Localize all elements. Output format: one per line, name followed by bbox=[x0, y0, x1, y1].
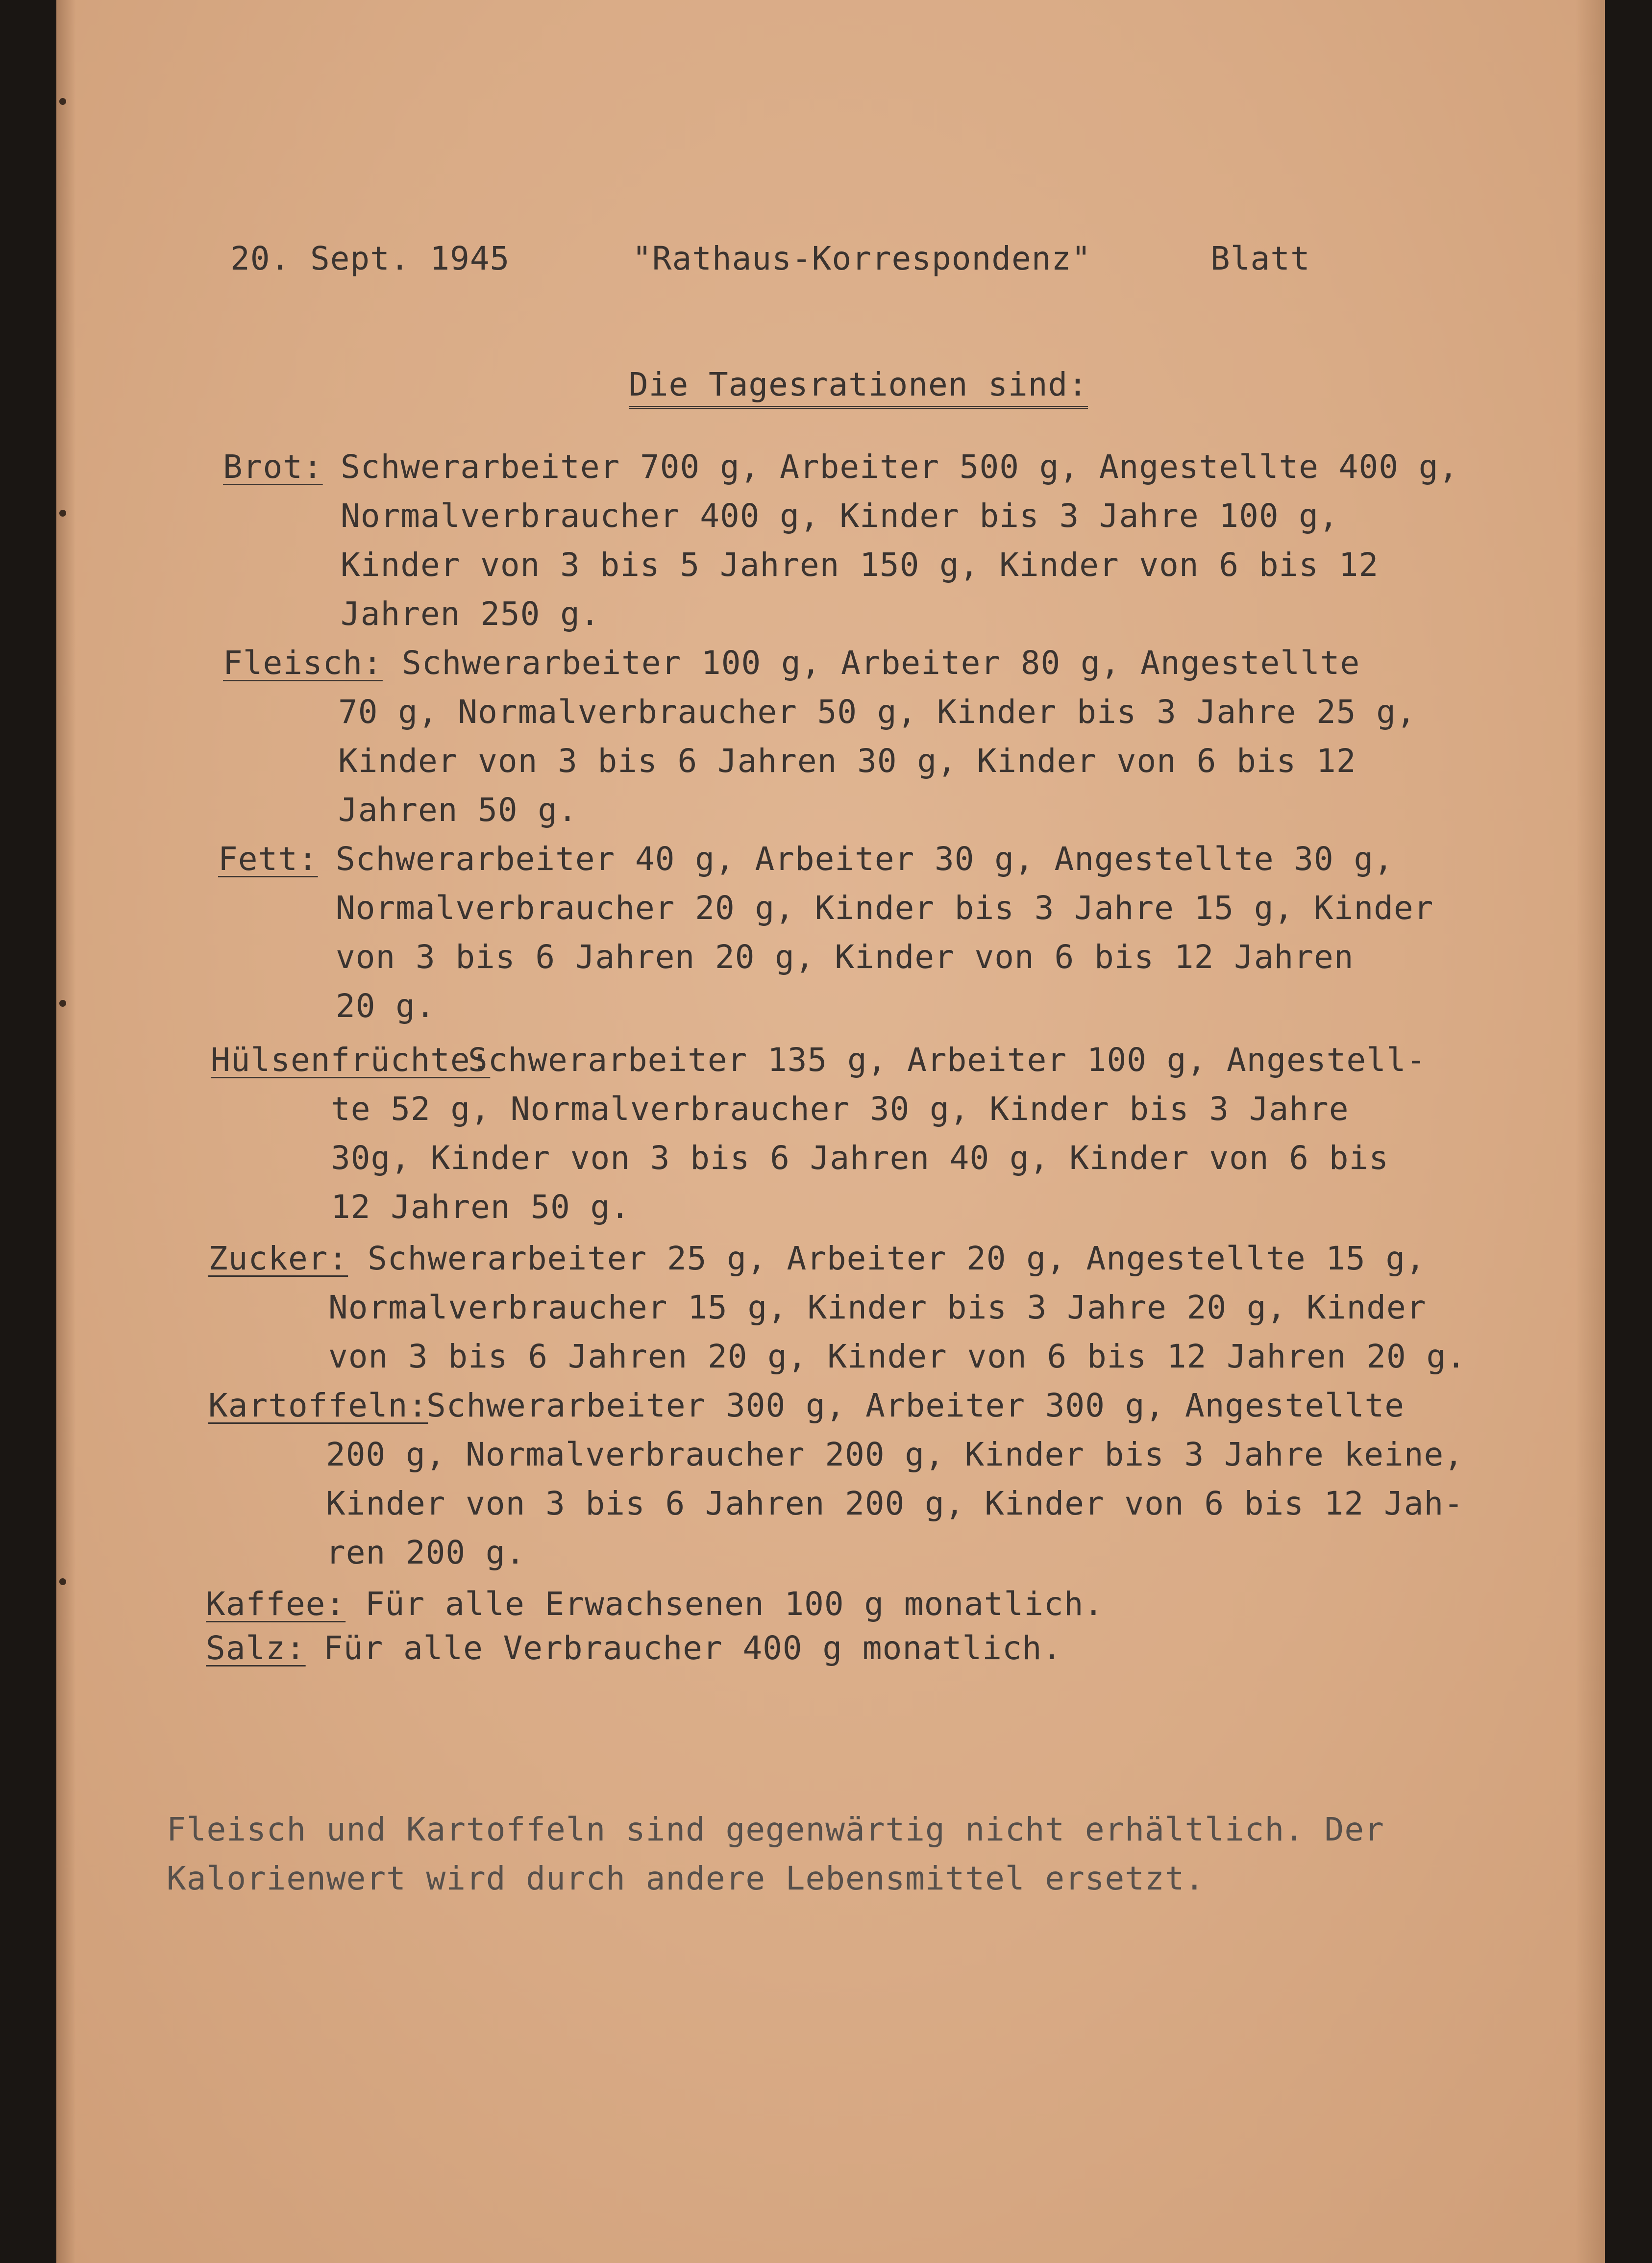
document-date: 20. Sept. 1945 bbox=[230, 240, 510, 277]
section-line: Schwerarbeiter 135 g, Arbeiter 100 g, Angestell- bbox=[468, 1041, 1427, 1079]
section-label: Fleisch: bbox=[223, 644, 383, 682]
footer-note-line: Fleisch und Kartoffeln sind gegenwärtig nicht erhältlich. Der bbox=[167, 1811, 1384, 1848]
binding-hole bbox=[59, 1000, 66, 1007]
footer-note-line: Kalorienwert wird durch andere Lebensmittel ersetzt. bbox=[167, 1860, 1205, 1897]
section-line: Kinder von 3 bis 5 Jahren 150 g, Kinder von 6 bis 12 bbox=[341, 546, 1379, 584]
section-label: Fett: bbox=[218, 840, 318, 878]
page-edge-shadow bbox=[1576, 0, 1605, 2263]
section-line: Schwerarbeiter 700 g, Arbeiter 500 g, Angestellte 400 g, bbox=[341, 448, 1459, 486]
section-line: 30g, Kinder von 3 bis 6 Jahren 40 g, Kinder von 6 bis bbox=[331, 1139, 1389, 1177]
section-line: 70 g, Normalverbraucher 50 g, Kinder bis 3 Jahre 25 g, bbox=[338, 693, 1416, 731]
publication-name: "Rathaus-Korrespondenz" bbox=[632, 240, 1091, 277]
section-line: von 3 bis 6 Jahren 20 g, Kinder von 6 bis 12 Jahren 20 g. bbox=[328, 1338, 1466, 1375]
section-line: Kinder von 3 bis 6 Jahren 30 g, Kinder von 6 bis 12 bbox=[338, 742, 1356, 780]
section-label: Zucker: bbox=[208, 1240, 348, 1277]
section-line: 20 g. bbox=[336, 987, 436, 1025]
section-line: te 52 g, Normalverbraucher 30 g, Kinder bis 3 Jahre bbox=[331, 1090, 1349, 1128]
section-line: Kinder von 3 bis 6 Jahren 200 g, Kinder von 6 bis 12 Jah- bbox=[326, 1485, 1464, 1522]
section-line: Für alle Erwachsenen 100 g monatlich. bbox=[365, 1585, 1104, 1623]
section-line: ren 200 g. bbox=[326, 1534, 526, 1571]
section-line: 200 g, Normalverbraucher 200 g, Kinder bis 3 Jahre keine, bbox=[326, 1436, 1464, 1473]
document-page bbox=[56, 0, 1605, 2263]
section-label: Kartoffeln: bbox=[208, 1387, 428, 1424]
binding-hole bbox=[59, 98, 66, 105]
section-line: Jahren 50 g. bbox=[338, 791, 578, 829]
page-title: Die Tagesrationen sind: bbox=[629, 369, 1088, 409]
section-line: Schwerarbeiter 25 g, Arbeiter 20 g, Angestellte 15 g, bbox=[368, 1240, 1426, 1277]
section-label: Hülsenfrüchte: bbox=[211, 1041, 491, 1079]
binding-hole bbox=[59, 510, 66, 517]
sheet-label: Blatt bbox=[1210, 240, 1310, 277]
section-line: Schwerarbeiter 100 g, Arbeiter 80 g, Angestellte bbox=[402, 644, 1360, 682]
section-line: Normalverbraucher 400 g, Kinder bis 3 Jahre 100 g, bbox=[341, 497, 1339, 535]
section-line: Normalverbraucher 15 g, Kinder bis 3 Jahre 20 g, Kinder bbox=[328, 1289, 1427, 1326]
section-label: Kaffee: bbox=[206, 1585, 346, 1623]
section-line: Schwerarbeiter 300 g, Arbeiter 300 g, Angestellte bbox=[426, 1387, 1405, 1424]
section-label: Brot: bbox=[223, 448, 323, 486]
section-line: Jahren 250 g. bbox=[341, 595, 600, 633]
binding-hole bbox=[59, 1578, 66, 1585]
page-binding-shadow bbox=[56, 0, 76, 2263]
section-line: Für alle Verbraucher 400 g monatlich. bbox=[323, 1629, 1062, 1667]
section-line: Normalverbraucher 20 g, Kinder bis 3 Jahre 15 g, Kinder bbox=[336, 889, 1434, 927]
section-label: Salz: bbox=[206, 1629, 306, 1667]
section-line: von 3 bis 6 Jahren 20 g, Kinder von 6 bis 12 Jahren bbox=[336, 938, 1354, 976]
section-line: 12 Jahren 50 g. bbox=[331, 1188, 631, 1226]
section-line: Schwerarbeiter 40 g, Arbeiter 30 g, Angestellte 30 g, bbox=[336, 840, 1394, 878]
